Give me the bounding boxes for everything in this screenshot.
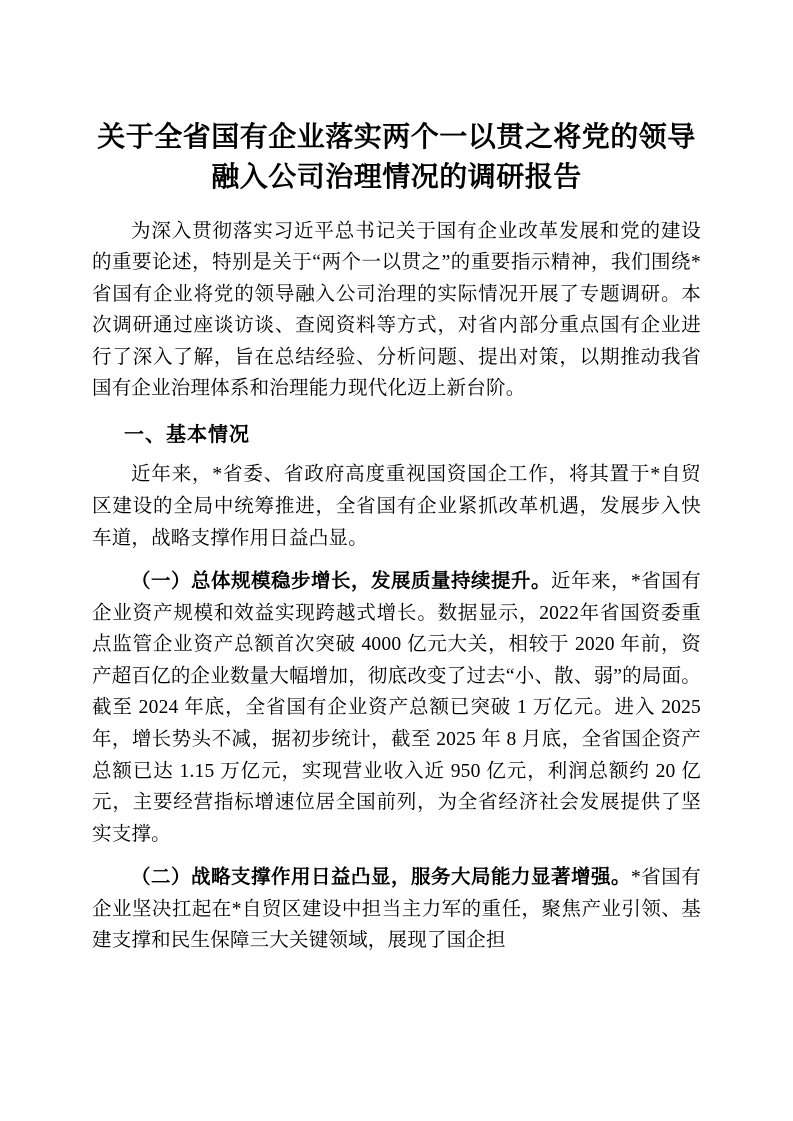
section-1-lead-paragraph: 近年来，*省委、省政府高度重视国资国企工作，将其置于*自贸区建设的全局中统筹推进，全省国有企业紧抓改革机遇，发展步入快车道，战略支撑作用日益凸显。 — [92, 464, 701, 549]
subsection-1-paragraph — [92, 566, 701, 850]
subsection-2-paragraph — [92, 862, 701, 957]
page-title: 关于全省国有企业落实两个一以贯之将党的领导融入公司治理情况的调研报告 — [97, 122, 696, 193]
subsection-1-text: 近年来，*省国有企业资产规模和效益实现跨越式增长。数据显示，2022年省国资委重点监管企业资产总额首次突破 4000 亿元大关，相较于 2020 年前，资产超百亿的企业数量大幅增加，彻底改变了过去“小、散、弱”的局面。截至 2024 年底，全省国有企业资产总额已突破 1 万亿元。进入 2025 年，增长势头不减，据初步统计，截至 2025 年 8 月底，全省国企资产总额已达 1.15 万亿元，实现营业收入近 950 亿元，利润总额约 20 亿元，主要经营指标增速位居全国前列，为全省经济社会发展提供了坚实支撑。 — [92, 571, 701, 845]
subsection-1-label: （一）总体规模稳步增长，发展质量持续提升。 — [131, 571, 552, 593]
title-spacer — [92, 208, 701, 216]
section-heading-1: 一、基本情况 — [124, 423, 250, 446]
subsection-2-text: *省国有企业坚决扛起在*自贸区建设中担当主力军的重任，聚焦产业引领、基建支撑和民生保障三大关键领域，展现了国企担 — [92, 867, 701, 952]
paragraph-spacer-2 — [92, 854, 701, 862]
subsection-2-label: （二）战略支撑作用日益凸显，服务大局能力显著增强。 — [131, 867, 632, 889]
intro-paragraph: 为深入贯彻落实习近平总书记关于国有企业改革发展和党的建设的重要论述，特别是关于“两个一以贯之”的重要指示精神，我们围绕*省国有企业将党的领导融入公司治理的实际情况开展了专题调研。本次调研通过座谈访谈、查阅资料等方式，对省内部分重点国有企业进行了深入了解，旨在总结经验、分析问题、提出对策，以期推动我省国有企业治理体系和治理能力现代化迈上新台阶。 — [92, 220, 701, 400]
paragraph-spacer-1 — [92, 558, 701, 566]
